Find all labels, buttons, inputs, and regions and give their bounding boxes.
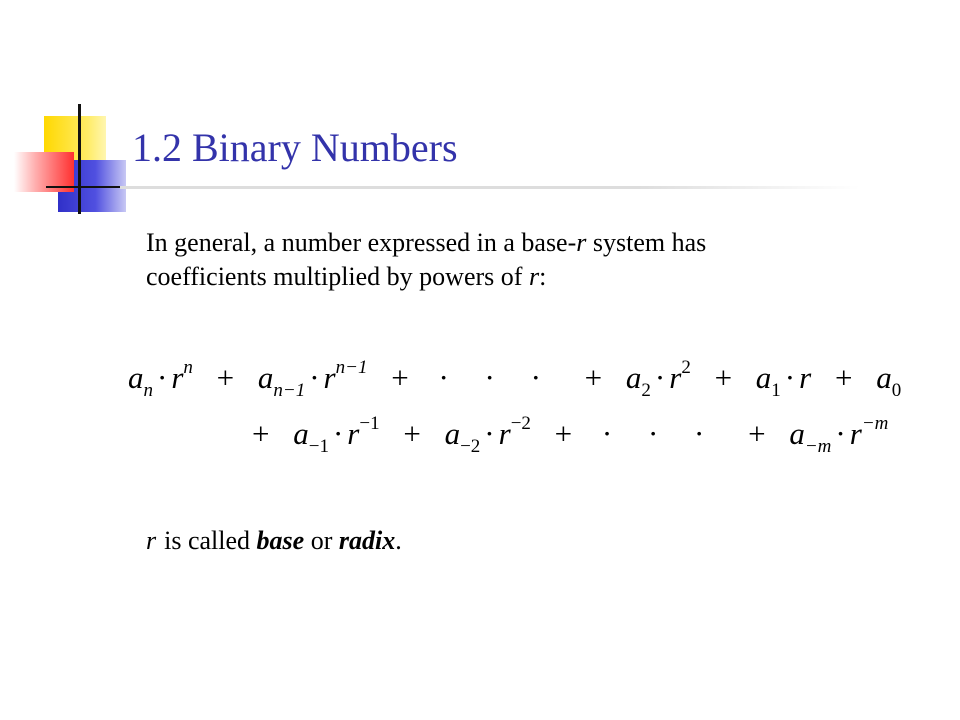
- closing-text-b: or: [304, 526, 339, 555]
- coef-a: a: [876, 360, 892, 395]
- closing-text-end: .: [395, 526, 402, 555]
- title-underline: [120, 186, 860, 189]
- sub-n-minus-1: n−1: [273, 380, 306, 401]
- intro-line2-text-b: :: [539, 262, 547, 291]
- cdot: ·: [835, 416, 846, 451]
- plus-sign: +: [714, 360, 733, 395]
- intro-line1-variable: r: [576, 228, 587, 257]
- cdot: ·: [484, 416, 495, 451]
- ellipsis: · · ·: [601, 416, 719, 451]
- sub-minus-m: −m: [804, 436, 832, 457]
- intro-line2-text-a: coefficients multiplied by powers of: [146, 262, 529, 291]
- term-base: base: [256, 526, 305, 555]
- plus-sign: +: [391, 360, 409, 395]
- slide-title: 1.2 Binary Numbers: [132, 125, 458, 170]
- intro-line2-variable: r: [528, 262, 540, 291]
- coef-a: a: [128, 360, 144, 395]
- sup-minus-m: −m: [861, 413, 889, 434]
- term-am2-rm2: [445, 404, 531, 467]
- sub-2: 2: [641, 380, 651, 401]
- sub-0: 0: [891, 380, 902, 401]
- ellipsis: · · ·: [438, 360, 555, 395]
- cdot: ·: [157, 360, 168, 395]
- plus-sign: +: [554, 416, 573, 451]
- deco-vertical-line: [78, 104, 81, 214]
- intro-line1-text-a: In general, a number expressed in a base-: [146, 228, 577, 257]
- cdot: ·: [784, 360, 796, 395]
- coef-a: a: [444, 416, 461, 451]
- cdot: ·: [654, 360, 666, 395]
- closing-text-a: is called: [164, 526, 257, 555]
- radix-r: r: [669, 360, 682, 395]
- coef-a: a: [293, 416, 309, 451]
- cdot: ·: [309, 360, 320, 395]
- coef-a: a: [257, 360, 274, 395]
- closing-statement: [146, 524, 402, 558]
- radix-r: r: [849, 416, 862, 451]
- plus-sign: +: [216, 360, 235, 395]
- term-am1-rm1: [293, 404, 379, 467]
- intro-line-2: [146, 260, 846, 294]
- radix-r: r: [347, 416, 360, 451]
- intro-paragraph: [146, 226, 846, 294]
- radix-r: r: [498, 416, 511, 451]
- coef-a: a: [625, 360, 642, 395]
- term-an1-rn1: [258, 348, 368, 411]
- sub-1: 1: [771, 380, 781, 401]
- plus-sign: +: [403, 416, 421, 451]
- sub-minus-2: −2: [460, 436, 481, 457]
- sup-minus-1: −1: [359, 413, 380, 434]
- intro-line-1: [146, 226, 846, 260]
- sub-minus-1: −1: [308, 436, 329, 457]
- coef-a: a: [755, 360, 772, 395]
- sup-minus-2: −2: [510, 413, 531, 434]
- intro-line1-text-b: system has: [586, 228, 707, 257]
- cdot: ·: [332, 416, 344, 451]
- sup-n-minus-1: n−1: [335, 357, 368, 378]
- plus-sign: +: [834, 360, 853, 395]
- plus-sign: +: [252, 416, 270, 451]
- sub-n: n: [143, 380, 153, 401]
- equation-row-1: [128, 348, 901, 411]
- coef-a: a: [789, 416, 805, 451]
- term-radix: radix: [338, 526, 396, 555]
- radix-r: r: [799, 360, 812, 395]
- radix-r: r: [323, 360, 336, 395]
- sup-n: n: [183, 357, 193, 378]
- plus-sign: +: [584, 360, 603, 395]
- closing-variable: r: [146, 526, 157, 555]
- term-amm-rmm: [789, 404, 888, 467]
- radix-r: r: [171, 360, 184, 395]
- plus-sign: +: [748, 416, 766, 451]
- sup-2: 2: [681, 357, 691, 378]
- equation-row-2: [252, 404, 888, 467]
- term-an-rn: [128, 348, 193, 411]
- term-a2-r2: [626, 348, 691, 411]
